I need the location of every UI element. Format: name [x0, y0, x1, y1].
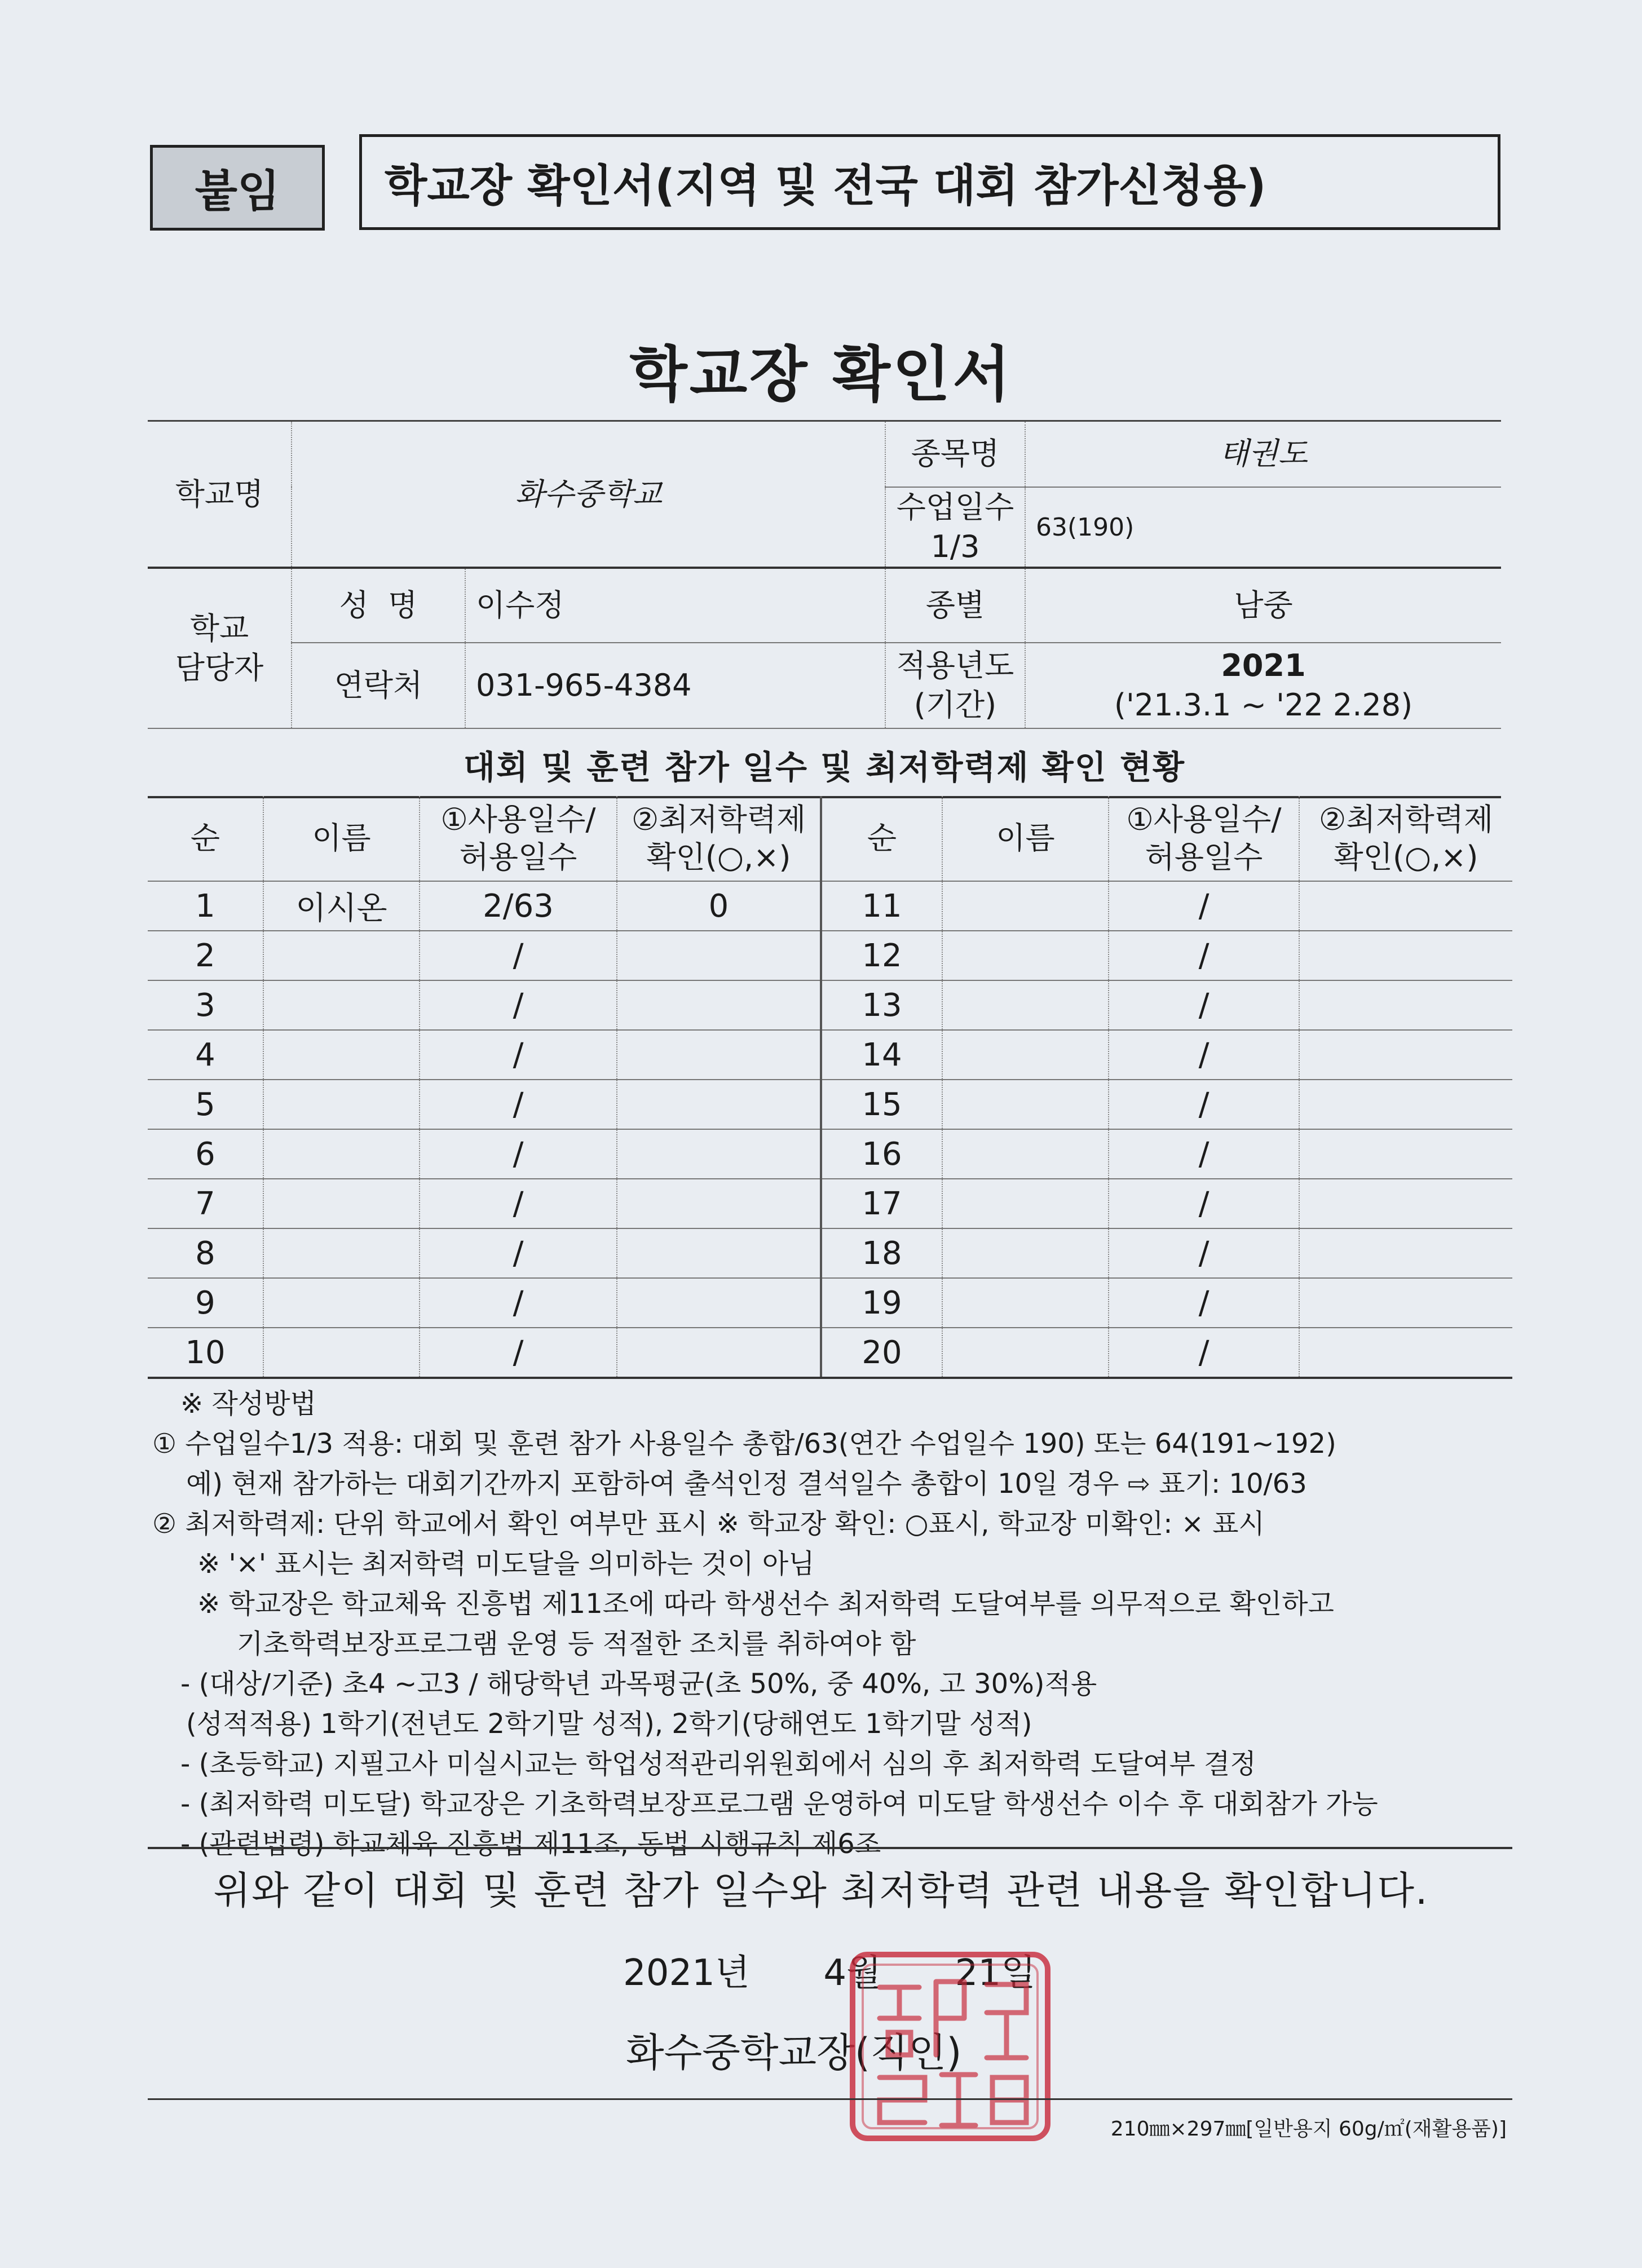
- row-days-cell: /: [1109, 1278, 1299, 1328]
- year-value: 2021 ('21.3.1 ~ '22 2.28): [1025, 643, 1501, 728]
- row-name-cell: [942, 1080, 1109, 1129]
- row-no-cell: 8: [148, 1228, 263, 1278]
- row-check-cell: [617, 1328, 821, 1378]
- school-label: 학교명: [148, 421, 292, 568]
- note-line: ② 최저학력제: 단위 학교에서 확인 여부만 표시 ※ 학교장 확인: ○표시, 학교장 미확인: × 표시: [152, 1508, 1265, 1540]
- note-line: ※ '×' 표시는 최저학력 미도달을 의미하는 것이 아님: [197, 1548, 815, 1580]
- principal-signature-line: 화수중학교장(직인): [626, 2030, 962, 2076]
- school-value: 화수중학교: [292, 421, 885, 568]
- writing-guide: [152, 1384, 1517, 1864]
- row-check-cell: [1299, 1278, 1512, 1328]
- row-no-cell: 3: [148, 980, 263, 1030]
- row-name-cell: [942, 1129, 1109, 1179]
- table-row: [148, 881, 1512, 931]
- row-name-cell: 이시온: [263, 881, 420, 931]
- header-days: ①사용일수/ 허용일수: [420, 796, 617, 881]
- info-table: [148, 420, 1501, 729]
- row-days-cell: /: [420, 1328, 617, 1378]
- attachment-tag: 붙임: [150, 145, 325, 231]
- table-row: [148, 1278, 1512, 1328]
- phone-label: 연락처: [292, 643, 465, 728]
- row-check-cell: [1299, 1179, 1512, 1228]
- row-name-cell: [942, 1328, 1109, 1378]
- row-name-cell: [263, 1278, 420, 1328]
- note-line: - (최저학력 미도달) 학교장은 기초학력보장프로그램 운영하여 미도달 학생선수 이수 후 대회참가 가능: [180, 1788, 1378, 1820]
- table-row: [148, 1328, 1512, 1378]
- row-check-cell: [1299, 980, 1512, 1030]
- row-no-cell: 7: [148, 1179, 263, 1228]
- note-line: ① 수업일수1/3 적용: 대회 및 훈련 참가 사용일수 총합/63(연간 수업일수 190) 또는 64(191~192): [152, 1428, 1336, 1460]
- table-row: [148, 1179, 1512, 1228]
- row-name-cell: [942, 931, 1109, 980]
- row-name-cell: [942, 980, 1109, 1030]
- note-line: - (대상/기준) 초4 ~고3 / 해당학년 과목평균(초 50%, 중 40%, 고 30%)적용: [180, 1668, 1097, 1700]
- row-no-cell: 20: [821, 1328, 942, 1378]
- row-no-cell: 9: [148, 1278, 263, 1328]
- row-days-cell: /: [420, 931, 617, 980]
- row-days-cell: /: [420, 1278, 617, 1328]
- row-check-cell: [617, 1080, 821, 1129]
- participation-table: [148, 796, 1512, 1379]
- date-year: 2021년: [623, 1952, 750, 1994]
- row-days-cell: /: [420, 980, 617, 1030]
- confirmation-statement: 위와 같이 대회 및 훈련 참가 일수와 최저학력 관련 내용을 확인합니다.: [213, 1869, 1429, 1913]
- row-check-cell: [1299, 931, 1512, 980]
- row-name-cell: [942, 1228, 1109, 1278]
- row-name-cell: [263, 1328, 420, 1378]
- row-name-cell: [263, 1228, 420, 1278]
- row-name-cell: [263, 1080, 420, 1129]
- event-label: 종목명: [885, 421, 1025, 488]
- row-no-cell: 6: [148, 1129, 263, 1179]
- row-check-cell: [617, 1228, 821, 1278]
- row-days-cell: /: [1109, 1080, 1299, 1129]
- note-line: (성적적용) 1학기(전년도 2학기말 성적), 2학기(당해연도 1학기말 성적): [186, 1708, 1032, 1740]
- header-name: 이름: [942, 796, 1109, 881]
- row-no-cell: 4: [148, 1030, 263, 1080]
- row-no-cell: 16: [821, 1129, 942, 1179]
- note-line: 기초학력보장프로그램 운영 등 적절한 조치를 취하여야 함: [237, 1628, 916, 1660]
- category-value: 남중: [1025, 568, 1501, 643]
- row-days-cell: /: [1109, 1129, 1299, 1179]
- contact-label: 학교 담당자: [148, 568, 292, 728]
- row-days-cell: /: [1109, 931, 1299, 980]
- row-check-cell: [1299, 1030, 1512, 1080]
- row-no-cell: 2: [148, 931, 263, 980]
- row-no-cell: 11: [821, 881, 942, 931]
- row-name-cell: [263, 1179, 420, 1228]
- row-days-cell: /: [1109, 881, 1299, 931]
- official-seal-stamp: [846, 1948, 1054, 2145]
- classdays-value: 63(190): [1025, 487, 1501, 568]
- row-days-cell: 2/63: [420, 881, 617, 931]
- row-name-cell: [942, 1278, 1109, 1328]
- notes-heading: ※ 작성방법: [180, 1388, 316, 1420]
- row-check-cell: [1299, 1328, 1512, 1378]
- header-title: 학교장 확인서(지역 및 전국 대회 참가신청용): [359, 134, 1500, 230]
- row-days-cell: /: [420, 1030, 617, 1080]
- row-check-cell: [617, 980, 821, 1030]
- bottom-divider: [148, 2098, 1512, 2100]
- row-days-cell: /: [1109, 1328, 1299, 1378]
- row-days-cell: /: [1109, 980, 1299, 1030]
- note-line: - (관련법령) 학교체육 진흥법 제11조, 동법 시행규칙 제6조: [180, 1828, 881, 1860]
- date-month: 4월: [823, 1952, 881, 1994]
- row-check-cell: [1299, 1129, 1512, 1179]
- event-value: 태권도: [1025, 421, 1501, 488]
- row-check-cell: [617, 1278, 821, 1328]
- table-row: [148, 1228, 1512, 1278]
- header-no: 순: [821, 796, 942, 881]
- name-label: 성 명: [292, 568, 465, 643]
- header-days: ①사용일수/ 허용일수: [1109, 796, 1299, 881]
- row-check-cell: [1299, 1080, 1512, 1129]
- row-check-cell: [617, 931, 821, 980]
- date-day: 21일: [955, 1952, 1036, 1994]
- row-name-cell: [942, 881, 1109, 931]
- row-name-cell: [942, 1179, 1109, 1228]
- row-no-cell: 13: [821, 980, 942, 1030]
- row-check-cell: [617, 1179, 821, 1228]
- row-check-cell: [617, 1030, 821, 1080]
- header-name: 이름: [263, 796, 420, 881]
- header-no: 순: [148, 796, 263, 881]
- row-days-cell: /: [420, 1129, 617, 1179]
- row-no-cell: 17: [821, 1179, 942, 1228]
- row-days-cell: /: [1109, 1228, 1299, 1278]
- paper-spec: 210㎜×297㎜[일반용지 60g/㎡(재활용품)]: [1110, 2117, 1507, 2141]
- row-days-cell: /: [1109, 1030, 1299, 1080]
- year-label: 적용년도 (기간): [885, 643, 1025, 728]
- row-no-cell: 12: [821, 931, 942, 980]
- phone-value: 031-965-4384: [465, 643, 885, 728]
- row-name-cell: [942, 1030, 1109, 1080]
- row-no-cell: 15: [821, 1080, 942, 1129]
- row-name-cell: [263, 931, 420, 980]
- row-check-cell: [1299, 1228, 1512, 1278]
- classdays-label: 수업일수 1/3: [885, 487, 1025, 568]
- row-no-cell: 19: [821, 1278, 942, 1328]
- section-title: 대회 및 훈련 참가 일수 및 최저학력제 확인 현황: [148, 733, 1501, 798]
- row-days-cell: /: [420, 1228, 617, 1278]
- row-days-cell: /: [420, 1080, 617, 1129]
- table-row: [148, 931, 1512, 980]
- note-line: ※ 학교장은 학교체육 진흥법 제11조에 따라 학생선수 최저학력 도달여부를 의무적으로 확인하고: [197, 1588, 1334, 1620]
- table-header-row: [148, 796, 1512, 881]
- category-label: 종별: [885, 568, 1025, 643]
- name-value: 이수정: [465, 568, 885, 643]
- note-line: - (초등학교) 지필고사 미실시교는 학업성적관리위원회에서 심의 후 최저학력 도달여부 결정: [180, 1748, 1256, 1780]
- table-row: [148, 1129, 1512, 1179]
- document-title: 학교장 확인서: [629, 340, 1013, 409]
- row-days-cell: /: [420, 1179, 617, 1228]
- note-line: 예) 현재 참가하는 대회기간까지 포함하여 출석인정 결석일수 총합이 10일 경우 ⇨ 표기: 10/63: [186, 1468, 1307, 1500]
- row-name-cell: [263, 1030, 420, 1080]
- row-name-cell: [263, 980, 420, 1030]
- table-row: [148, 980, 1512, 1030]
- row-no-cell: 1: [148, 881, 263, 931]
- row-days-cell: /: [1109, 1179, 1299, 1228]
- row-check-cell: 0: [617, 881, 821, 931]
- header-check: ②최저학력제 확인(○,×): [1299, 796, 1512, 881]
- row-no-cell: 18: [821, 1228, 942, 1278]
- row-no-cell: 14: [821, 1030, 942, 1080]
- row-check-cell: [617, 1129, 821, 1179]
- table-row: [148, 1030, 1512, 1080]
- row-name-cell: [263, 1129, 420, 1179]
- row-no-cell: 5: [148, 1080, 263, 1129]
- header-check: ②최저학력제 확인(○,×): [617, 796, 821, 881]
- table-row: [148, 1080, 1512, 1129]
- row-check-cell: [1299, 881, 1512, 931]
- divider: [148, 1847, 1512, 1849]
- row-no-cell: 10: [148, 1328, 263, 1378]
